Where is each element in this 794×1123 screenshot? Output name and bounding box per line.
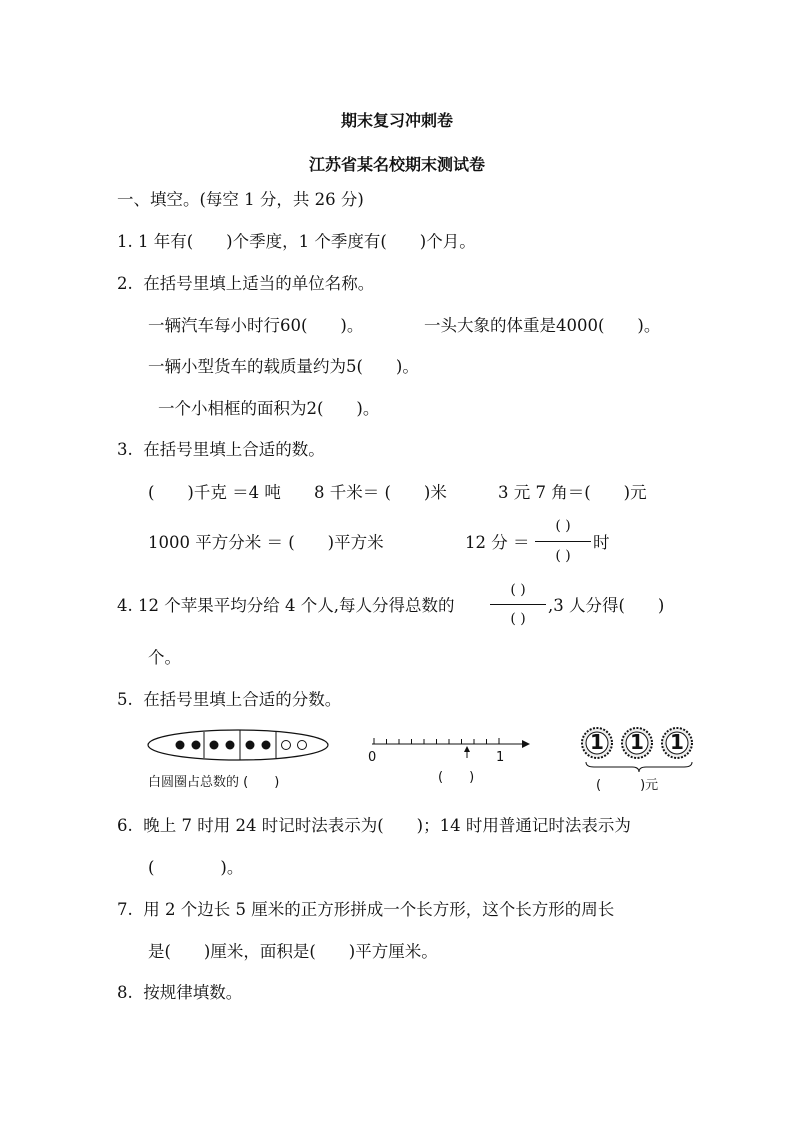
white-circle [282, 741, 291, 750]
fraction-q4 [490, 582, 546, 630]
question-4-part1: 4. 12 个苹果平均分给 4 个人,每人分得总数的 [117, 596, 455, 615]
question-5-stem: 5. 在括号里填上合适的分数。 [117, 690, 342, 709]
question-4-part2: ,3 人分得( ) [548, 596, 665, 615]
oval-caption: 白圆圈占总数的 ( ) [148, 775, 280, 790]
oval-outline [148, 730, 328, 760]
question-3-d: 1000 平方分米 ＝ ( )平方米 [148, 533, 384, 552]
question-6-line1: 6. 晚上 7 时用 24 时记时法表示为( )；14 时用普通记时法表示为 [117, 816, 631, 835]
number-line-start-label: 0 [368, 750, 377, 765]
white-circle [298, 741, 307, 750]
question-3-stem: 3. 在括号里填上合适的数。 [117, 440, 325, 459]
question-7-line2: 是( )厘米，面积是( )平方厘米。 [148, 942, 438, 961]
fraction-denominator: ( ) [555, 548, 571, 564]
section-heading: 一、填空。(每空 1 分，共 26 分) [117, 190, 364, 209]
question-7-line1: 7. 用 2 个边长 5 厘米的正方形拼成一个长方形，这个长方形的周长 [117, 900, 615, 919]
number-line-ticks [374, 738, 499, 744]
black-circle [176, 741, 185, 750]
fraction-numerator: ( ) [510, 582, 526, 598]
question-2-stem: 2. 在括号里填上适当的单位名称。 [117, 274, 375, 293]
coin-value: 1 [590, 730, 604, 754]
question-2-d: 一个小相框的面积为2( )。 [158, 399, 380, 418]
question-6-line2: ( )。 [148, 858, 244, 877]
fraction-numerator: ( ) [555, 518, 571, 534]
fraction-bar [535, 541, 591, 542]
brace-icon [584, 760, 694, 774]
question-2-b: 一头大象的体重是4000( )。 [424, 316, 661, 335]
fraction-bar [490, 604, 546, 605]
question-2-c: 一辆小型货车的载质量约为5( )。 [148, 357, 419, 376]
question-3-e-left: 12 分 ＝ [465, 533, 530, 552]
black-circle [192, 741, 201, 750]
number-line-figure [362, 732, 532, 766]
fraction-q3 [535, 518, 591, 566]
coins-caption: ( )元 [596, 778, 659, 793]
question-3-a: ( )千克 ＝4 吨 [148, 483, 281, 502]
question-1: 1. 1 年有( )个季度，1 个季度有( )个月。 [117, 232, 476, 251]
number-line-end-label: 1 [496, 750, 505, 765]
exam-title: 期末复习冲刺卷 [340, 111, 453, 130]
fraction-denominator: ( ) [510, 611, 526, 627]
black-circle [246, 741, 255, 750]
black-circle [226, 741, 235, 750]
exam-subtitle: 江苏省某名校期末测试卷 [308, 155, 485, 174]
black-circle [262, 741, 271, 750]
coin-value: 1 [670, 730, 684, 754]
coin-value: 1 [630, 730, 644, 754]
question-2-a: 一辆汽车每小时行60( )。 [148, 316, 364, 335]
question-8: 8. 按规律填数。 [117, 983, 243, 1002]
question-3-b: 8 千米＝ ( )米 [314, 483, 447, 502]
black-circle [210, 741, 219, 750]
question-3-e-right: 时 [593, 533, 610, 552]
coins-figure [580, 726, 696, 762]
number-line-blank: ( ) [438, 770, 475, 785]
oval-circles-figure [146, 728, 331, 762]
question-4-part3: 个。 [148, 648, 181, 667]
up-arrow-icon [464, 746, 470, 752]
question-3-c: 3 元 7 角＝( )元 [498, 483, 647, 502]
arrow-head-icon [522, 740, 530, 748]
